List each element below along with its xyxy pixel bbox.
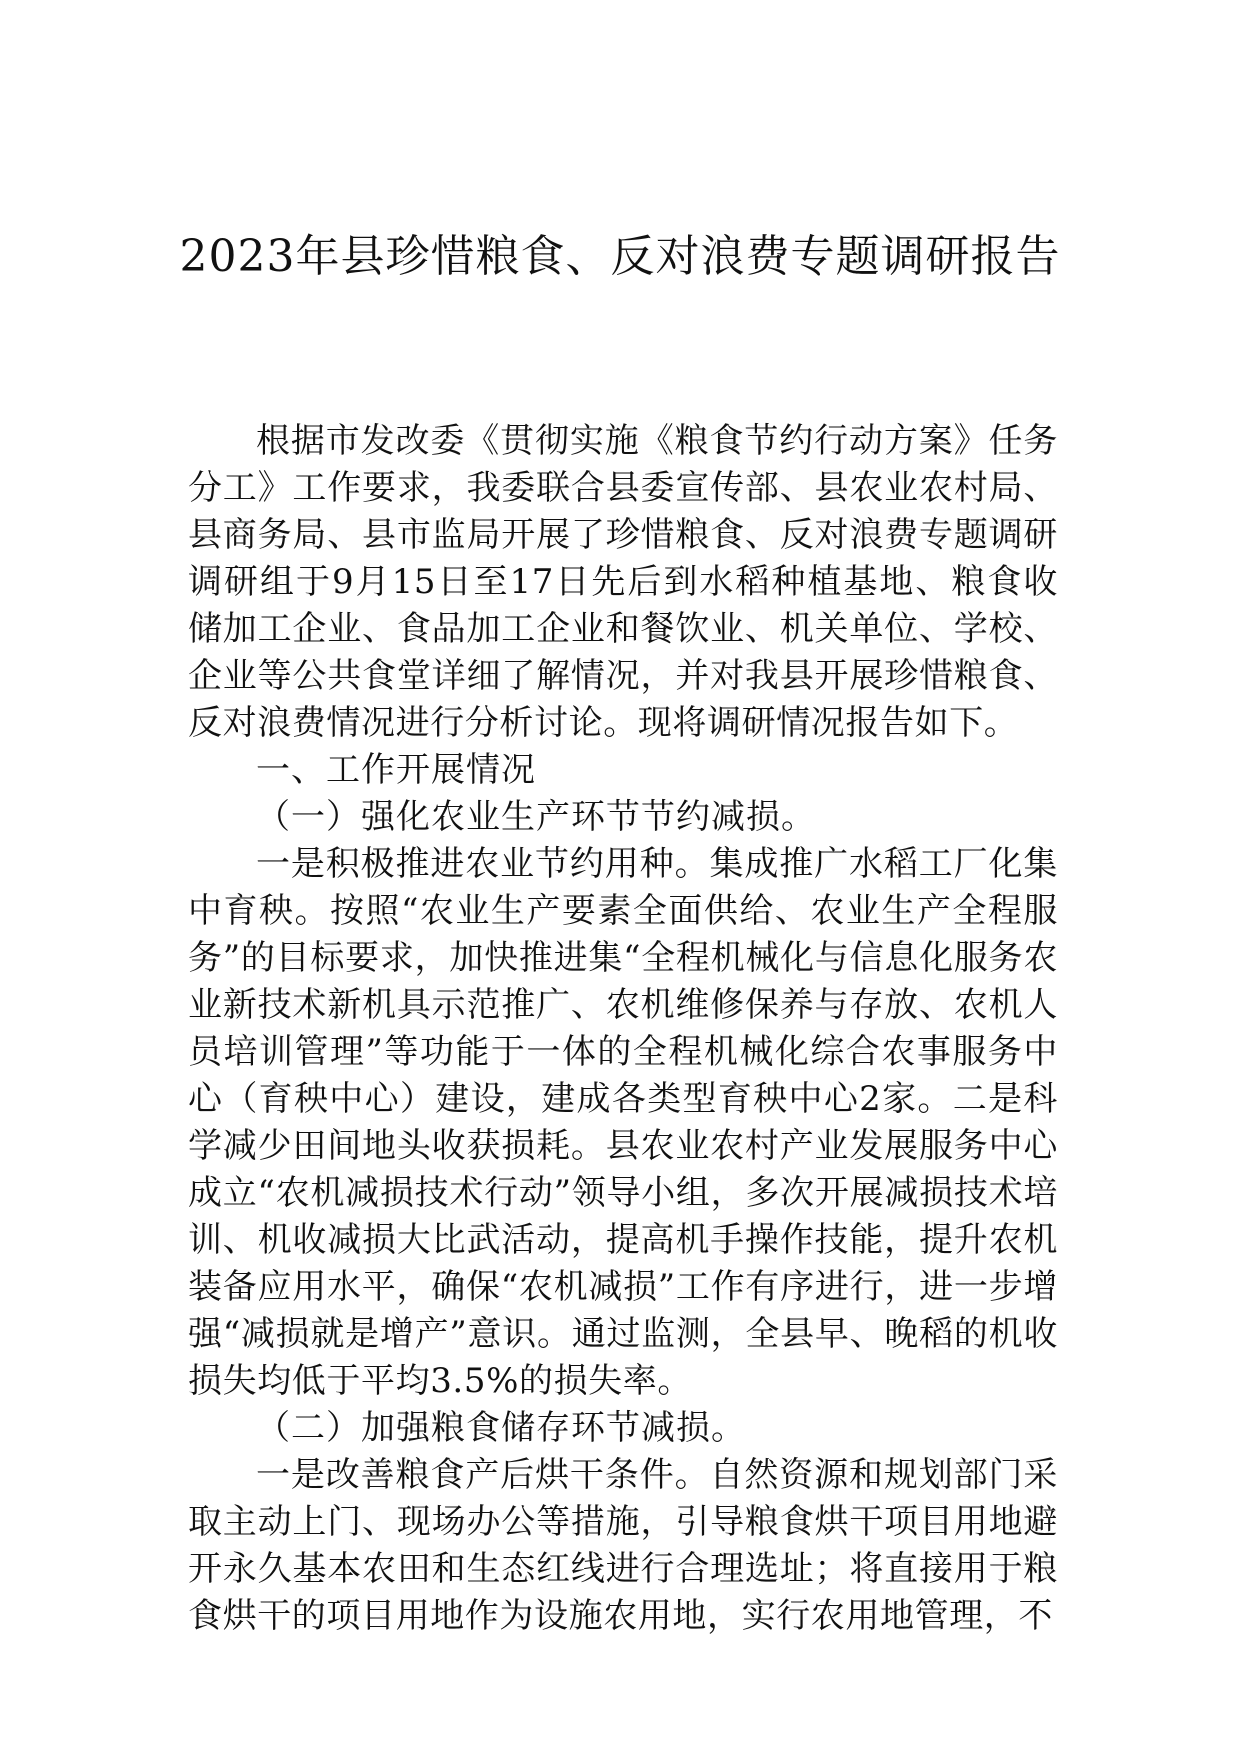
intro-paragraph: 根据市发改委《贯彻实施《粮食节约行动方案》任务分工》工作要求，我委联合县委宣传部、县农业农村局、县商务局、县市监局开展了珍惜粮食、反对浪费专题调研调研组于9月15日至17日先后到水稻种植基地、粮食收储加工企业、食品加工企业和餐饮业、机关单位、学校、企业等公共食堂详细了解情况，并对我县开展珍惜粮食、反对浪费情况进行分析讨论。现将调研情况报告如下。 <box>188 421 1058 743</box>
body-paragraph: 一是积极推进农业节约用种。集成推广水稻工厂化集中育秧。按照“农业生产要素全面供给、农业生产全程服务”的目标要求，加快推进集“全程机械化与信息化服务农业新技术新机具示范推广、农机维修保养与存放、农机人员培训管理”等功能于一体的全程机械化综合农事服务中心（育秧中心）建设，建成各类型育秧中心2家。二是科学减少田间地头收获损耗。县农业农村产业发展服务中心成立“农机减损技术行动”领导小组，多次开展减损技术培训、机收减损大比武活动，提高机手操作技能，提升农机装备应用水平，确保“农机减损”工作有序进行，进一步增强“减损就是增产”意识。通过监测，全县早、晚稻的机收损失均低于平均3.5%的损失率。 <box>188 844 1058 1401</box>
subsection-heading-1: （一）强化农业生产环节节约减损。 <box>256 797 816 837</box>
document-body <box>188 418 1058 1640</box>
subsection-heading-2: （二）加强粮食储存环节减损。 <box>256 1408 746 1448</box>
document-title: 2023年县珍惜粮食、反对浪费专题调研报告 <box>179 231 1061 282</box>
body-paragraph: 一是改善粮食产后烘干条件。自然资源和规划部门采取主动上门、现场办公等措施，引导粮食烘干项目用地避开永久基本农田和生态红线进行合理选址；将直接用于粮食烘干的项目用地作为设施农用地，实行农用地管理，不 <box>188 1455 1058 1636</box>
section-heading-1: 一、工作开展情况 <box>256 750 536 790</box>
